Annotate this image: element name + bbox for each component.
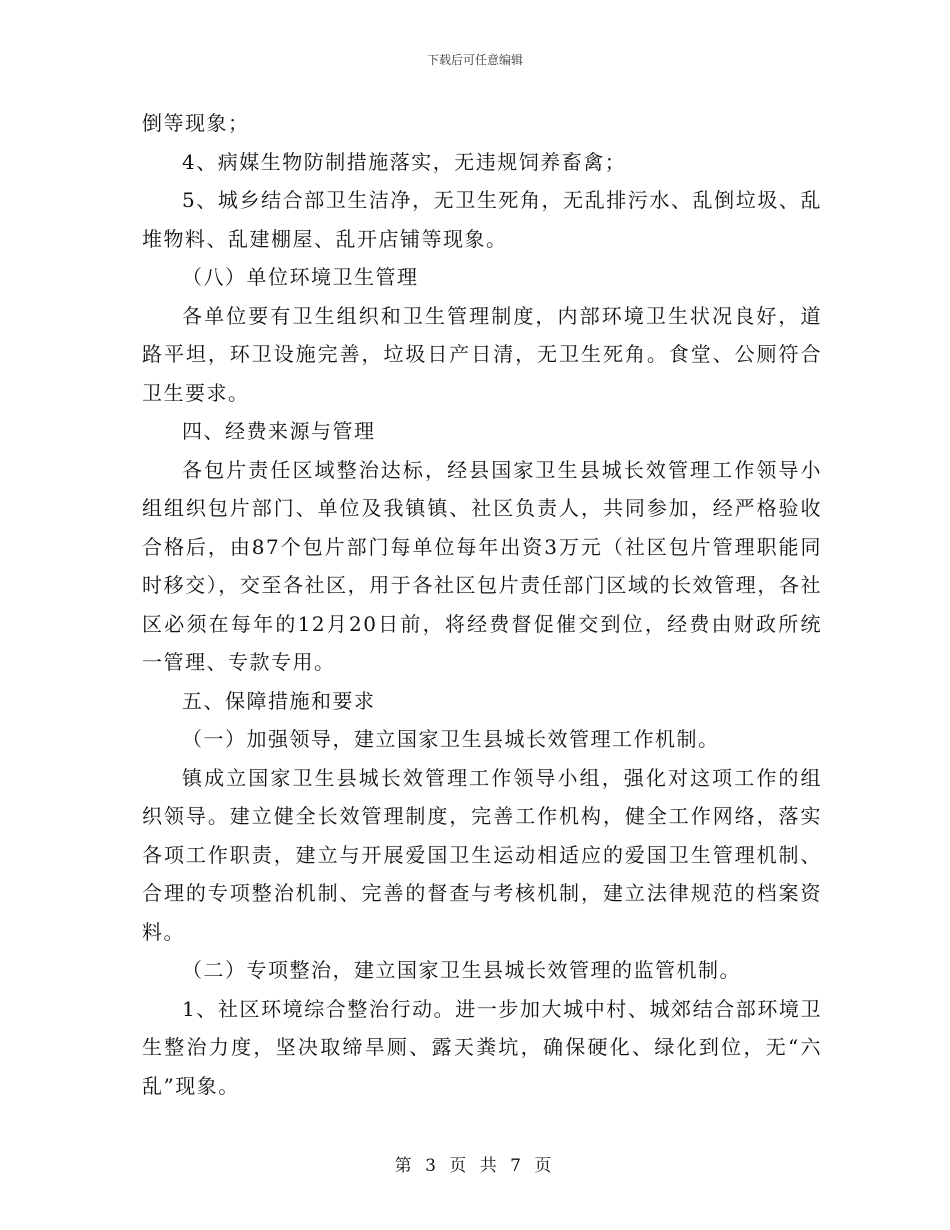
section-heading: （八）单位环境卫生管理	[182, 265, 419, 289]
paragraph: 1、社区环境综合整治行动。进一步加大城中村、城郊结合部环境卫生整治力度，坚决取缔旱厕、露天粪坑，确保硬化、绿化到位，无“六乱”现象。	[142, 996, 822, 1098]
page-number: 第 3 页 共 7 页	[394, 1156, 556, 1176]
paragraph: 倒等现象；	[142, 111, 250, 135]
paragraph: 各单位要有卫生组织和卫生管理制度，内部环境卫生状况良好，道路平坦，环卫设施完善，垃圾日产日清，无卫生死角。食堂、公厕符合卫生要求。	[142, 303, 822, 405]
document-body	[142, 104, 822, 1105]
paragraph: 5、城乡结合部卫生洁净，无卫生死角，无乱排污水、乱倒垃圾、乱堆物料、乱建棚屋、乱开店铺等现象。	[142, 188, 822, 251]
paragraph: 镇成立国家卫生县城长效管理工作领导小组，强化对这项工作的组织领导。建立健全长效管理制度，完善工作机构，健全工作网络，落实各项工作职责，建立与开展爱国卫生运动相适应的爱国卫生管理机制、合理的专项整治机制、完善的督查与考核机制，建立法律规范的档案资料。	[142, 765, 822, 944]
section-heading: 五、保障措施和要求	[182, 688, 376, 713]
section-heading: 四、经费来源与管理	[182, 419, 376, 443]
subsection-heading: （一）加强领导，建立国家卫生县城长效管理工作机制。	[182, 727, 720, 751]
subsection-heading: （二）专项整治，建立国家卫生县城长效管理的监管机制。	[182, 958, 741, 982]
paragraph: 4、病媒生物防制措施落实，无违规饲养畜禽；	[182, 149, 627, 174]
page-header: 下载后可任意编辑	[426, 53, 523, 67]
paragraph: 各包片责任区域整治达标，经县国家卫生县城长效管理工作领导小组组织包片部门、单位及我镇镇、社区负责人，共同参加，经严格验收合格后，由87个包片部门每单位每年出资3万元（社区包片管理职能同时移交），交至各社区，用于各社区包片责任部门区域的长效管理，各社区必须在每年的12月20日前，将经费督促催交到位，经费由财政所统一管理、专款专用。	[142, 457, 822, 674]
